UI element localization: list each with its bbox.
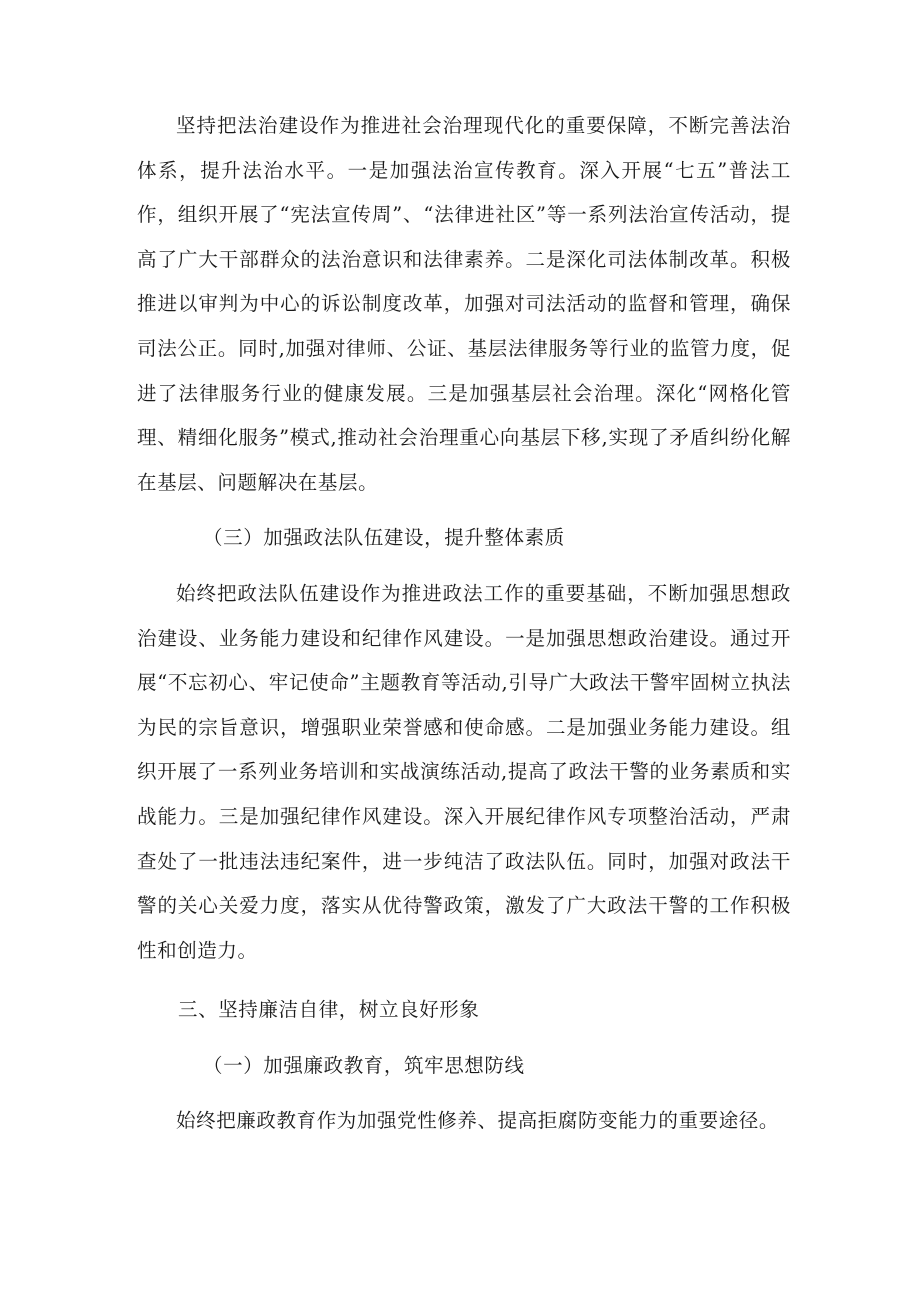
spacer	[137, 1033, 791, 1044]
paragraph-integrity-education: 始终把廉政教育作为加强党性修养、提高拒腐防变能力的重要途径。	[176, 1109, 780, 1133]
spacer	[137, 973, 791, 988]
paragraph-team-building: 始终把政法队伍建设作为推进政法工作的重要基础，不断加强思想政治建设、业务能力建设和纪律作风建设。一是加强思想政治建设。通过开展“不忘初心、牢记使命”主题教育等活动,引导广大政法干警牢固树立执法为民的宗旨意识，增强职业荣誉感和使命感。二是加强业务能力建设。组织开展了一系列业务培训和实战演练活动,提高了政法干警的业务素质和实战能力。三是加强纪律作风建设。深入开展纪律作风专项整治活动，严肃查处了一批违法违纪案件，进一步纯洁了政法队伍。同时，加强对政法干警的关心关爱力度，落实从优待警政策，激发了广大政法干警的工作积极性和创造力。	[137, 581, 791, 962]
paragraph-rule-of-law: 坚持把法治建设作为推进社会治理现代化的重要保障，不断完善法治体系，提升法治水平。一是加强法治宣传教育。深入开展“七五”普法工作，组织开展了“宪法宣传周”、“法律进社区”等一系列法治宣传活动，提高了广大干部群众的法治意识和法律素养。二是深化司法体制改革。积极推进以审判为中心的诉讼制度改革，加强对司法活动的监督和管理，确保司法公正。同时,加强对律师、公证、基层法律服务等行业的监管力度，促进了法律服务行业的健康发展。三是加强基层社会治理。深化“网格化管理、精细化服务”模式,推动社会治理重心向基层下移,实现了矛盾纠纷化解在基层、问题解决在基层。	[137, 114, 791, 494]
subheading-team-building: （三）加强政法队伍建设，提升整体素质	[203, 526, 565, 550]
spacer	[137, 1088, 791, 1099]
spacer	[137, 505, 791, 516]
subheading-integrity-education: （一）加强廉政教育，筑牢思想防线	[203, 1053, 525, 1077]
document-body	[137, 104, 791, 1144]
spacer	[137, 561, 791, 572]
section-heading-integrity: 三、坚持廉洁自律，树立良好形象	[178, 998, 480, 1022]
